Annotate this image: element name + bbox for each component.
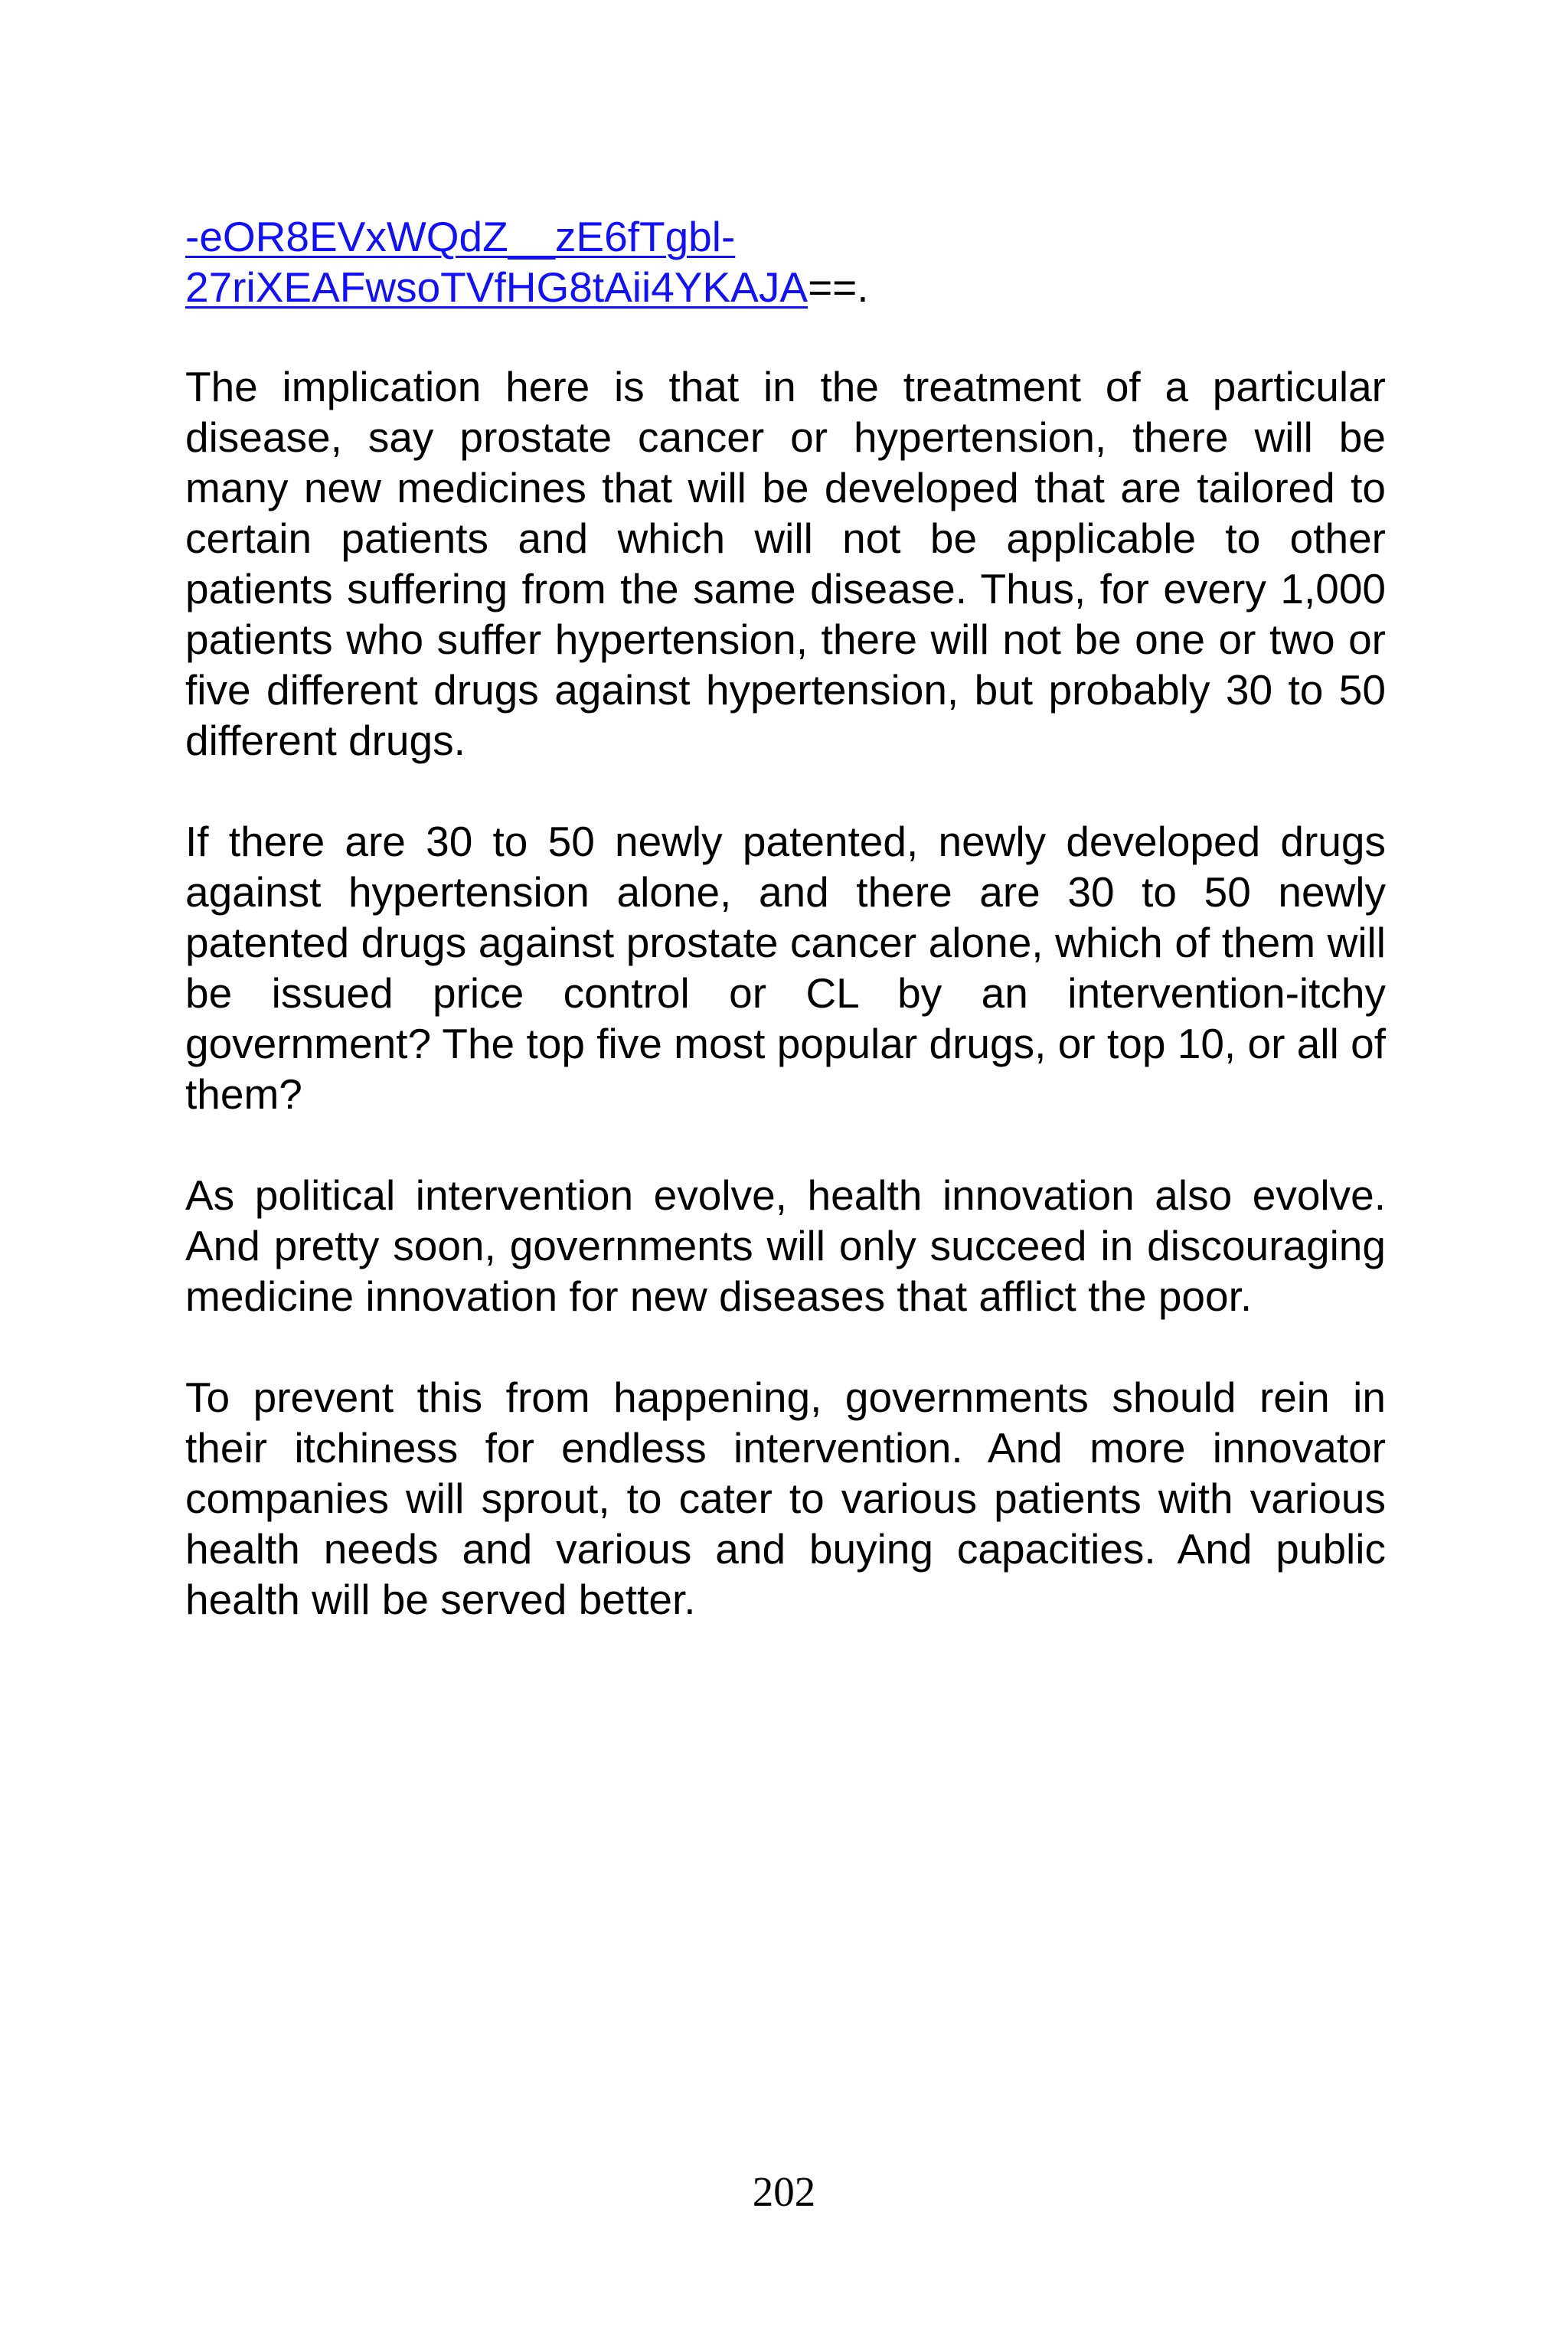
page-content <box>185 211 1386 1675</box>
paragraph-implication: The implication here is that in the treatment of a particular disease, say prostate cancer or hypertension, there will be many new medicines that will be developed that are tailored to certain patients and which will not be applicable to other patients suffering from the same disease. Thus, for every 1,000 patients who suffer hypertension, there will not be one or two or five different drugs against hypertension, but probably 30 to 50 different drugs. <box>185 363 1386 764</box>
paragraph-political-intervention: As political intervention evolve, health innovation also evolve. And pretty soon, governments will only succeed in discouraging medicine innovation for new diseases that afflict the poor. <box>185 1171 1386 1320</box>
paragraph-patented-drugs: If there are 30 to 50 newly patented, newly developed drugs against hypertension alone, and there are 30 to 50 newly patented drugs against prostate cancer alone, which of them will be issued price control or CL by an intervention-itchy government? The top five most popular drugs, or top 10, or all of them? <box>185 818 1386 1118</box>
url-link-line-1[interactable]: -eOR8EVxWQdZ__zE6fTgbl- <box>185 213 736 260</box>
url-suffix: ==. <box>808 263 869 311</box>
page-number: 202 <box>752 2168 816 2215</box>
url-fragment-block <box>185 211 1386 312</box>
paragraph-prevention: To prevent this from happening, governments should rein in their itchiness for endless intervention. And more innovator companies will sprout, to cater to various patients with various health needs and various and buying capacities. And public health will be served better. <box>185 1374 1386 1623</box>
url-link-line-2[interactable]: 27riXEAFwsoTVfHG8tAii4YKAJA <box>185 263 808 311</box>
